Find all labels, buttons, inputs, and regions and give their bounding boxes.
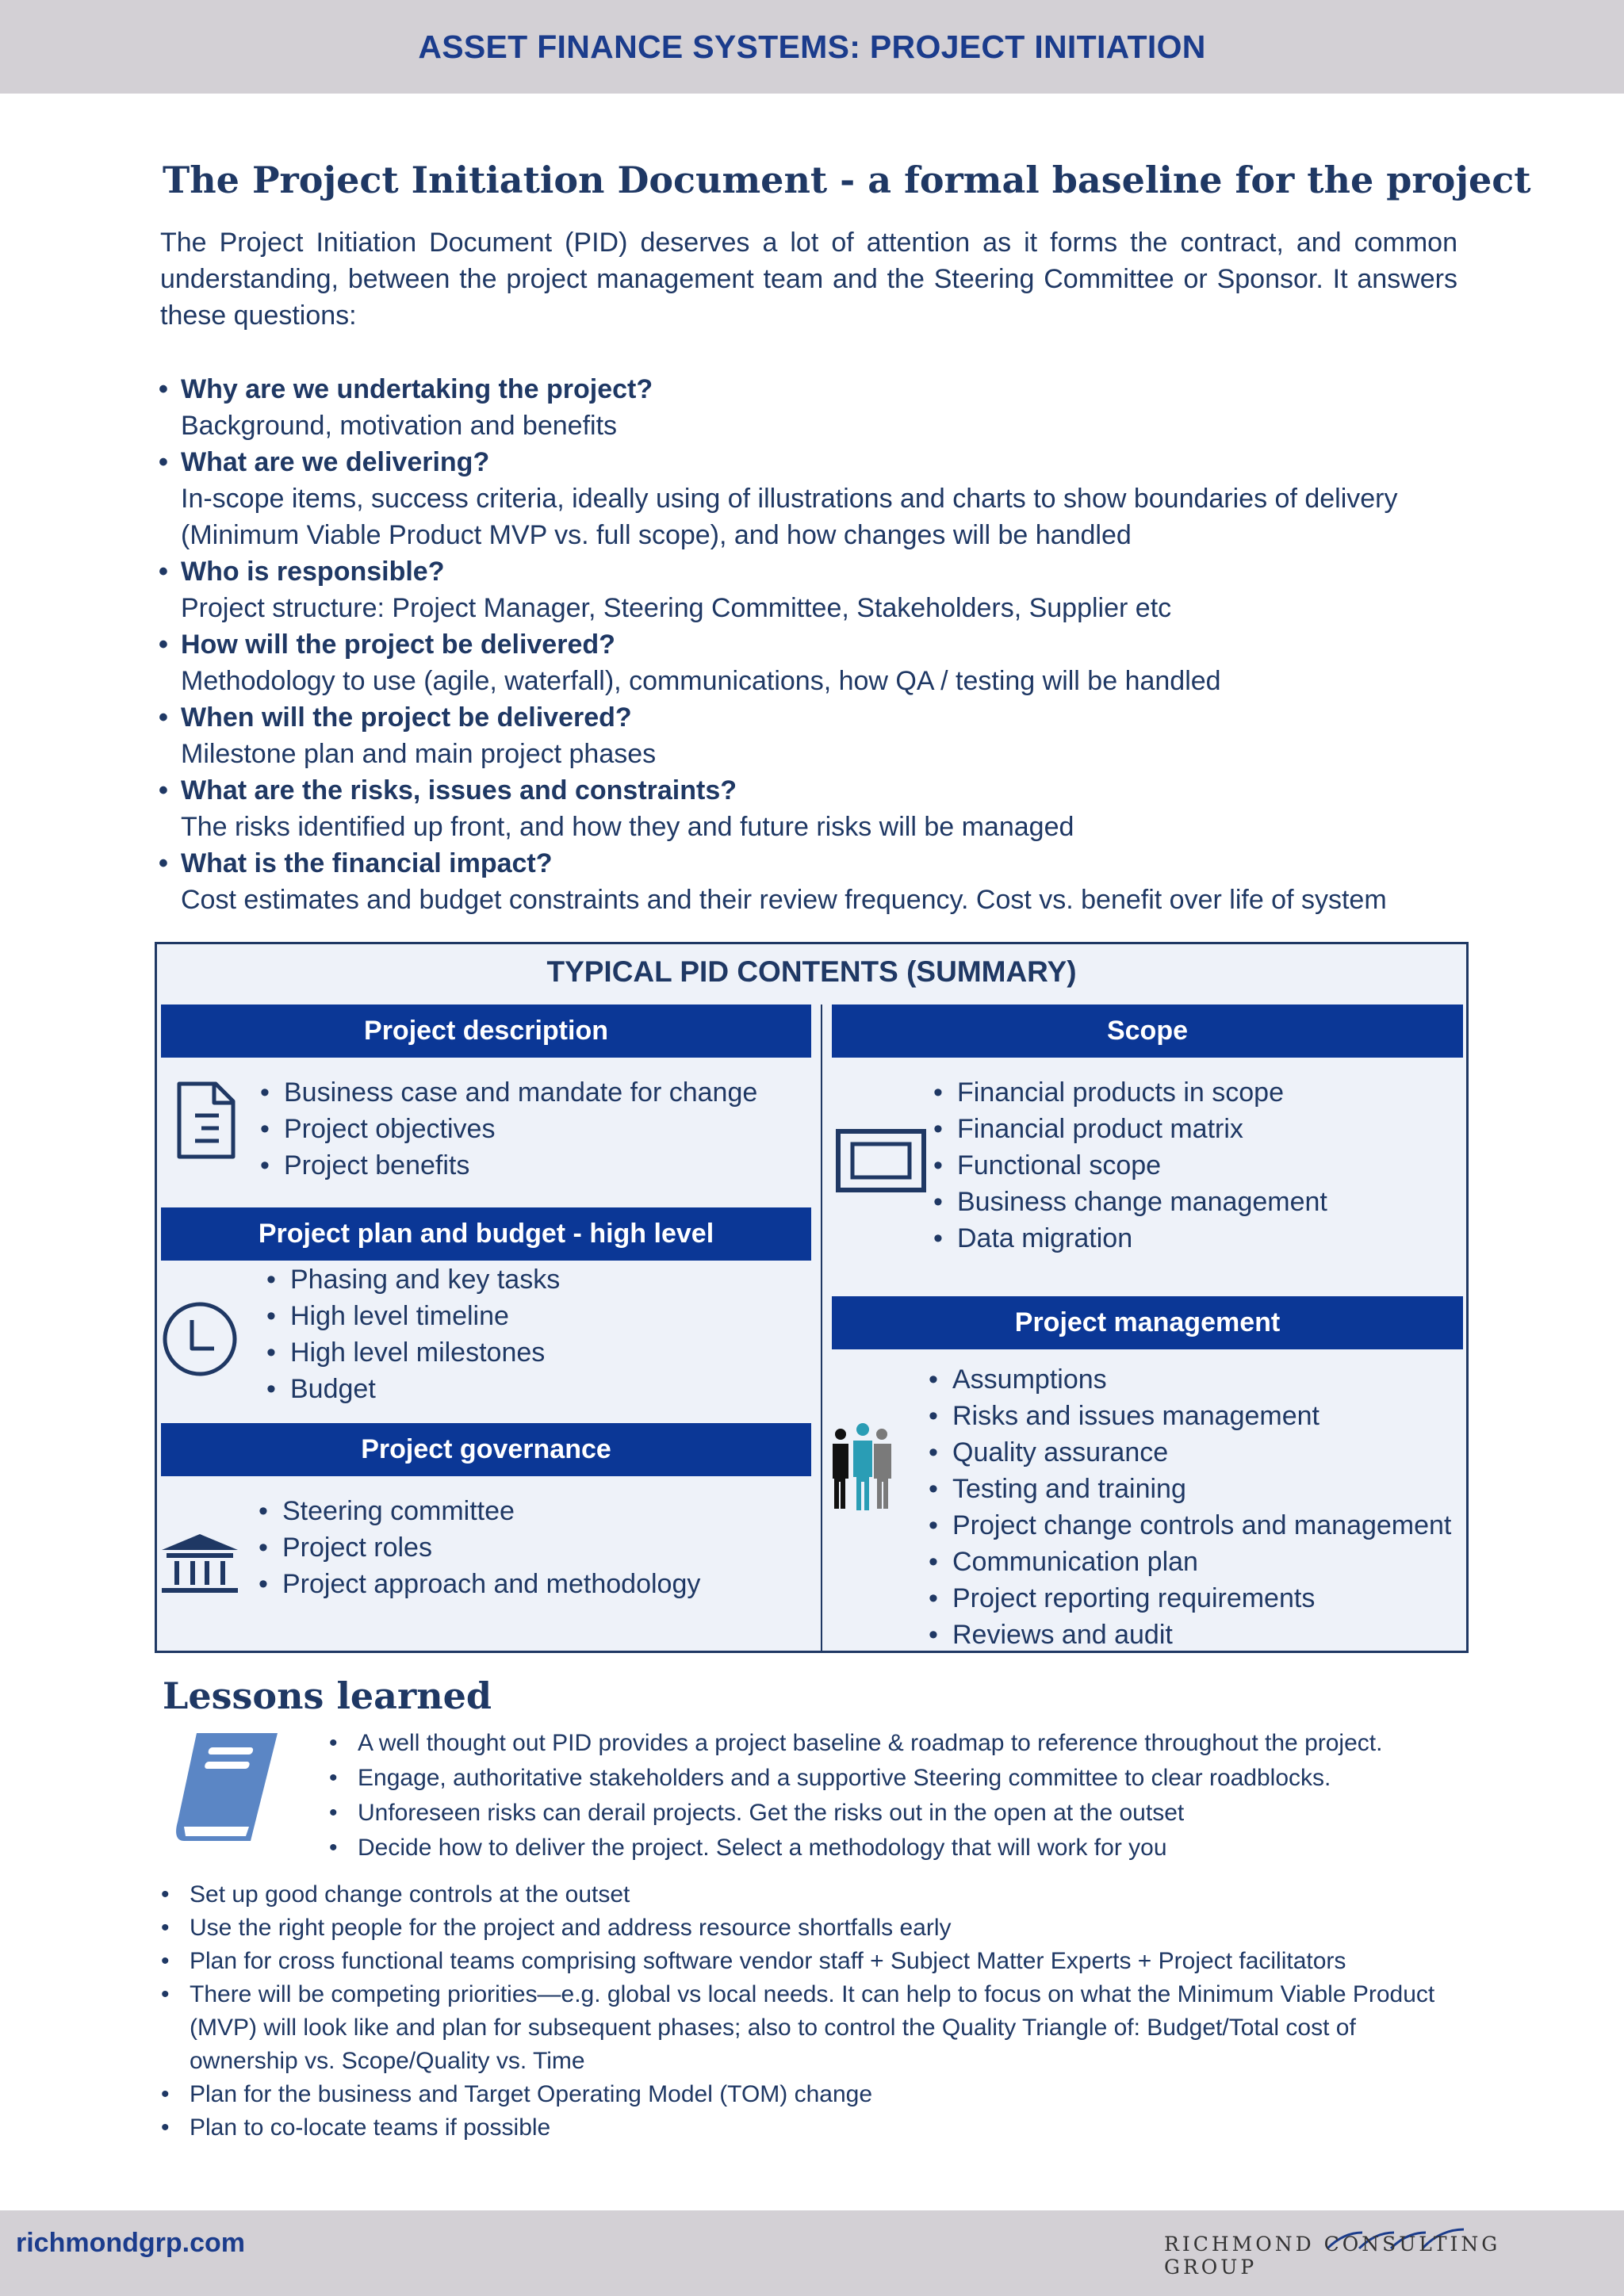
company-logo — [1164, 2228, 1608, 2291]
footer — [0, 2210, 1624, 2296]
list-item: • Financial products in scope — [933, 1074, 1327, 1111]
list-item: • Testing and training — [929, 1471, 1451, 1507]
list-item: • Use the right people for the project and address resource shortfalls early — [161, 1911, 1461, 1945]
answer-text: In-scope items, success criteria, ideally using of illustrations and charts to show boundaries of delivery (Minimum Viable Product MVP vs. full scope), and how changes will be handled — [181, 484, 1398, 550]
band-scope: Scope — [832, 1004, 1463, 1058]
list-item: • Assumptions — [929, 1361, 1451, 1398]
question-text: • What are the risks, issues and constraints? — [181, 775, 737, 806]
list-item: • Project reporting requirements — [929, 1580, 1451, 1617]
list-item: • A well thought out PID provides a project baseline & roadmap to reference throughout the project. — [329, 1726, 1382, 1761]
footer-url-link[interactable]: richmondgrp.com — [16, 2228, 246, 2258]
list-item: • Quality assurance — [929, 1434, 1451, 1471]
list-item: • Project benefits — [260, 1147, 757, 1184]
project-management-list — [929, 1361, 1451, 1653]
list-item: • Reviews and audit — [929, 1617, 1451, 1653]
project-description-list — [260, 1074, 757, 1184]
list-item: • Set up good change controls at the outset — [161, 1878, 1461, 1911]
list-item: • Data migration — [933, 1220, 1327, 1257]
answer-text: Background, motivation and benefits — [181, 411, 618, 441]
list-item: • Decide how to deliver the project. Select a methodology that will work for you — [329, 1831, 1382, 1866]
column-divider — [821, 1004, 822, 1653]
list-item: • Engage, authoritative stakeholders and a supportive Steering committee to clear roadblocks. — [329, 1761, 1382, 1796]
question-text: • Who is responsible? — [181, 557, 445, 587]
list-item: • High level timeline — [266, 1298, 560, 1334]
list-item: • Plan for the business and Target Operating Model (TOM) change — [161, 2078, 1461, 2111]
banner-title: ASSET FINANCE SYSTEMS: PROJECT INITIATION — [418, 28, 1206, 65]
question-item — [159, 626, 1475, 699]
list-item: • Financial product matrix — [933, 1111, 1327, 1147]
list-item: • Project change controls and management — [929, 1507, 1451, 1544]
pid-contents-box — [155, 942, 1469, 1653]
pid-contents-heading: TYPICAL PID CONTENTS (SUMMARY) — [546, 955, 1077, 988]
list-item: • There will be competing priorities—e.g. global vs local needs. It can help to focus on what the Minimum Viable Product (MVP) will look like and plan for subsequent phases; also to control the Quality Triangle of: Budget/Total cost of ownership vs. Scope/Quality vs. Time — [161, 1978, 1461, 2078]
book-icon — [173, 1728, 284, 1847]
answer-text: Project structure: Project Manager, Steering Committee, Stakeholders, Supplier etc — [181, 593, 1172, 623]
question-list — [159, 371, 1475, 918]
list-item: • Budget — [266, 1371, 560, 1407]
list-item: • Project roles — [259, 1529, 700, 1566]
band-project-description: Project description — [161, 1004, 811, 1058]
project-plan-list — [266, 1261, 560, 1407]
list-item: • Communication plan — [929, 1544, 1451, 1580]
answer-text: Cost estimates and budget constraints and their review frequency. Cost vs. benefit over life of system — [181, 885, 1387, 915]
list-item: • Project approach and methodology — [259, 1566, 700, 1602]
question-item — [159, 444, 1475, 553]
list-item: • Plan to co-locate teams if possible — [161, 2111, 1461, 2145]
list-item: • Business change management — [933, 1184, 1327, 1220]
frame-icon — [835, 1128, 927, 1193]
question-item — [159, 553, 1475, 626]
band-project-management: Project management — [832, 1296, 1463, 1349]
answer-text: Methodology to use (agile, waterfall), communications, how QA / testing will be handled — [181, 666, 1221, 696]
list-item: • Project objectives — [260, 1111, 757, 1147]
clock-icon — [160, 1299, 239, 1379]
people-icon — [829, 1423, 898, 1512]
section-title-lessons: Lessons learned — [163, 1674, 492, 1717]
band-project-governance: Project governance — [161, 1423, 811, 1476]
question-item — [159, 699, 1475, 772]
intro-paragraph: The Project Initiation Document (PID) deserves a lot of attention as it forms the contract, and common understanding, between the project management team and the Steering Committee or Sponsor. It answers these questions: — [160, 228, 1457, 331]
document-icon — [174, 1081, 238, 1160]
question-item — [159, 371, 1475, 444]
project-governance-list — [259, 1493, 700, 1602]
list-item: • Steering committee — [259, 1493, 700, 1529]
question-text: • Why are we undertaking the project? — [181, 374, 653, 404]
answer-text: The risks identified up front, and how they and future risks will be managed — [181, 812, 1074, 842]
question-text: • What are we delivering? — [181, 447, 490, 477]
answer-text: Milestone plan and main project phases — [181, 739, 657, 769]
lessons-list-primary — [329, 1726, 1382, 1866]
list-item: • Risks and issues management — [929, 1398, 1451, 1434]
section-title-pid: The Project Initiation Document - a formal baseline for the project — [163, 159, 1531, 201]
list-item: • Functional scope — [933, 1147, 1327, 1184]
building-icon — [159, 1531, 241, 1594]
list-item: • Phasing and key tasks — [266, 1261, 560, 1298]
top-banner — [0, 0, 1624, 94]
question-item — [159, 845, 1475, 918]
band-project-plan: Project plan and budget - high level — [161, 1207, 811, 1261]
question-text: • How will the project be delivered? — [181, 629, 615, 660]
list-item: • Plan for cross functional teams comprising software vendor staff + Subject Matter Experts + Project facilitators — [161, 1945, 1461, 1978]
list-item: • Business case and mandate for change — [260, 1074, 757, 1111]
question-item — [159, 772, 1475, 845]
logo-text: RICHMOND CONSULTING GROUP — [1164, 2233, 1501, 2279]
list-item: • High level milestones — [266, 1334, 560, 1371]
scope-list — [933, 1074, 1327, 1257]
question-text: • When will the project be delivered? — [181, 702, 632, 733]
list-item: • Unforeseen risks can derail projects. Get the risks out in the open at the outset — [329, 1796, 1382, 1831]
question-text: • What is the financial impact? — [181, 848, 553, 878]
lessons-list-secondary — [161, 1878, 1461, 2145]
